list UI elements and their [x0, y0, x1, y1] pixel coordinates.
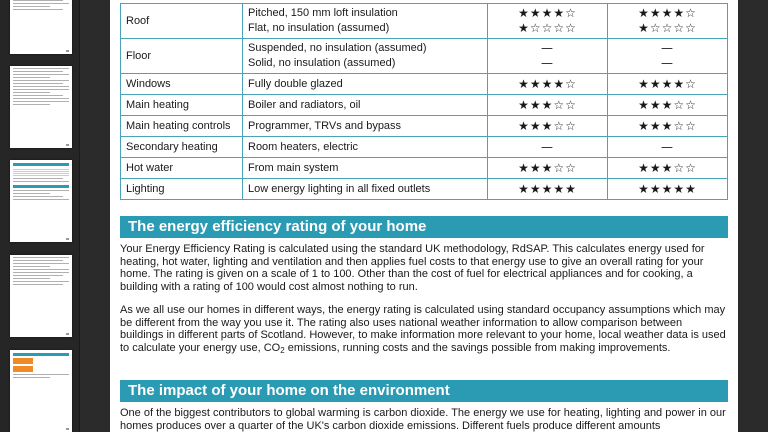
- energy-efficiency-rating-line: ★☆☆☆☆: [518, 21, 577, 35]
- energy-rating-paragraph-2-tail: emissions, running costs and the savings possible from making improvements.: [284, 341, 671, 354]
- description-cell-line: Programmer, TRVs and bypass: [248, 119, 402, 132]
- environmental-rating: [608, 74, 728, 95]
- description-cell-line: Fully double glazed: [248, 77, 343, 90]
- element-cell: Main heating: [121, 95, 243, 116]
- description-cell: [243, 74, 488, 95]
- table-row: [121, 116, 728, 137]
- table-row: [121, 39, 728, 74]
- description-cell-line: From main system: [248, 161, 339, 174]
- environmental-rating: [608, 116, 728, 137]
- table-row: [121, 158, 728, 179]
- element-cell: Main heating controls: [121, 116, 243, 137]
- energy-efficiency-rating: [488, 4, 608, 39]
- document-page: [110, 0, 738, 432]
- description-cell: [243, 4, 488, 39]
- environmental-rating-line: —: [661, 56, 674, 70]
- energy-rating-paragraph-1: Your Energy Efficiency Rating is calculated using the standard UK methodology, RdSAP. This calculates energy used for heating, hot water, lighting and ventilation and then applies fuel costs to that energy use to give an overall rating for your home. The rating is given on a scale of 1 to 100. Other than the cost of fuel for electrical appliances and for cooking, a building with a rating of 100 would cost almost nothing to run.: [120, 243, 705, 293]
- energy-efficiency-rating: [488, 179, 608, 200]
- element-cell: Secondary heating: [121, 137, 243, 158]
- co2-subscript: 2: [280, 345, 285, 355]
- element-cell: Hot water: [121, 158, 243, 179]
- environmental-rating: [608, 4, 728, 39]
- section-heading-environment: The impact of your home on the environment: [120, 380, 728, 402]
- energy-efficiency-rating-line: ★★★★☆: [518, 6, 577, 20]
- element-cell: Roof: [121, 4, 243, 39]
- environmental-rating-line: —: [661, 139, 674, 154]
- description-cell-line: Boiler and radiators, oil: [248, 98, 361, 111]
- features-table: [120, 3, 728, 200]
- energy-rating-paragraph-2: [120, 304, 728, 354]
- environmental-rating: [608, 39, 728, 74]
- table-row: [121, 74, 728, 95]
- section-heading-energy-rating: The energy efficiency rating of your home: [120, 216, 728, 238]
- environmental-rating: [608, 158, 728, 179]
- description-cell: [243, 137, 488, 158]
- energy-rating-paragraph-2-text: As we all use our homes in different ways, the energy rating is calculated using standard occupancy assumptions which may be different from the way you use it. The rating also uses national weather information to allow comparison between buildings in different parts of Scotland. However, to make information more relevant to your home, local weather data is used to calculate your energy use, CO: [120, 304, 726, 354]
- description-cell-line: Suspended, no insulation (assumed): [248, 42, 427, 54]
- element-cell: Floor: [121, 39, 243, 74]
- description-cell: [243, 116, 488, 137]
- document-viewport[interactable]: [80, 0, 768, 432]
- energy-efficiency-rating: [488, 116, 608, 137]
- table-row: [121, 179, 728, 200]
- element-cell: Windows: [121, 74, 243, 95]
- description-cell: [243, 158, 488, 179]
- environmental-rating: [608, 179, 728, 200]
- energy-efficiency-rating-line: ★★★☆☆: [518, 118, 577, 133]
- energy-efficiency-rating-line: ★★★☆☆: [518, 160, 577, 175]
- environmental-rating-line: —: [661, 41, 674, 55]
- page-thumbnail-5[interactable]: [10, 350, 72, 432]
- energy-efficiency-rating-line: ★★★★☆: [518, 76, 577, 91]
- element-cell: Lighting: [121, 179, 243, 200]
- energy-efficiency-rating-line: ★★★★★: [518, 181, 577, 196]
- energy-efficiency-rating: [488, 74, 608, 95]
- environmental-rating-line: ★★★☆☆: [638, 160, 697, 175]
- description-cell-line: Room heaters, electric: [248, 140, 359, 153]
- energy-efficiency-rating: [488, 137, 608, 158]
- environmental-rating: [608, 95, 728, 116]
- environment-paragraph-1: One of the biggest contributors to global warming is carbon dioxide. The energy we use for heating, lighting and power in our homes produces over a quarter of the UK's carbon dioxide emissions. Different fuels produce different amounts: [120, 407, 726, 432]
- description-cell-line: Flat, no insulation (assumed): [248, 22, 390, 34]
- energy-efficiency-rating: [488, 158, 608, 179]
- energy-efficiency-rating-line: ★★★☆☆: [518, 97, 577, 112]
- description-cell-line: Low energy lighting in all fixed outlets: [248, 182, 431, 195]
- page-thumbnail-1[interactable]: [10, 0, 72, 54]
- environmental-rating-line: ★☆☆☆☆: [638, 21, 697, 35]
- page-thumbnail-2[interactable]: [10, 66, 72, 148]
- environmental-rating-line: ★★★☆☆: [638, 118, 697, 133]
- thumbnail-sidebar[interactable]: [0, 0, 80, 432]
- environmental-rating-line: ★★★★☆: [638, 6, 697, 20]
- environmental-rating: [608, 137, 728, 158]
- energy-efficiency-rating-line: —: [541, 139, 554, 154]
- energy-efficiency-rating: [488, 39, 608, 74]
- description-cell: [243, 95, 488, 116]
- table-row: [121, 137, 728, 158]
- description-cell: [243, 179, 488, 200]
- energy-efficiency-rating-line: —: [541, 41, 554, 55]
- page-thumbnail-3[interactable]: [10, 160, 72, 242]
- environmental-rating-line: ★★★★★: [638, 181, 697, 196]
- description-cell-line: Solid, no insulation (assumed): [248, 57, 396, 69]
- environmental-rating-line: ★★★☆☆: [638, 97, 697, 112]
- page-thumbnail-4[interactable]: [10, 255, 72, 337]
- environmental-rating-line: ★★★★☆: [638, 76, 697, 91]
- energy-efficiency-rating-line: —: [541, 56, 554, 70]
- table-row: [121, 4, 728, 39]
- energy-efficiency-rating: [488, 95, 608, 116]
- description-cell: [243, 39, 488, 74]
- table-row: [121, 95, 728, 116]
- description-cell-line: Pitched, 150 mm loft insulation: [248, 7, 398, 19]
